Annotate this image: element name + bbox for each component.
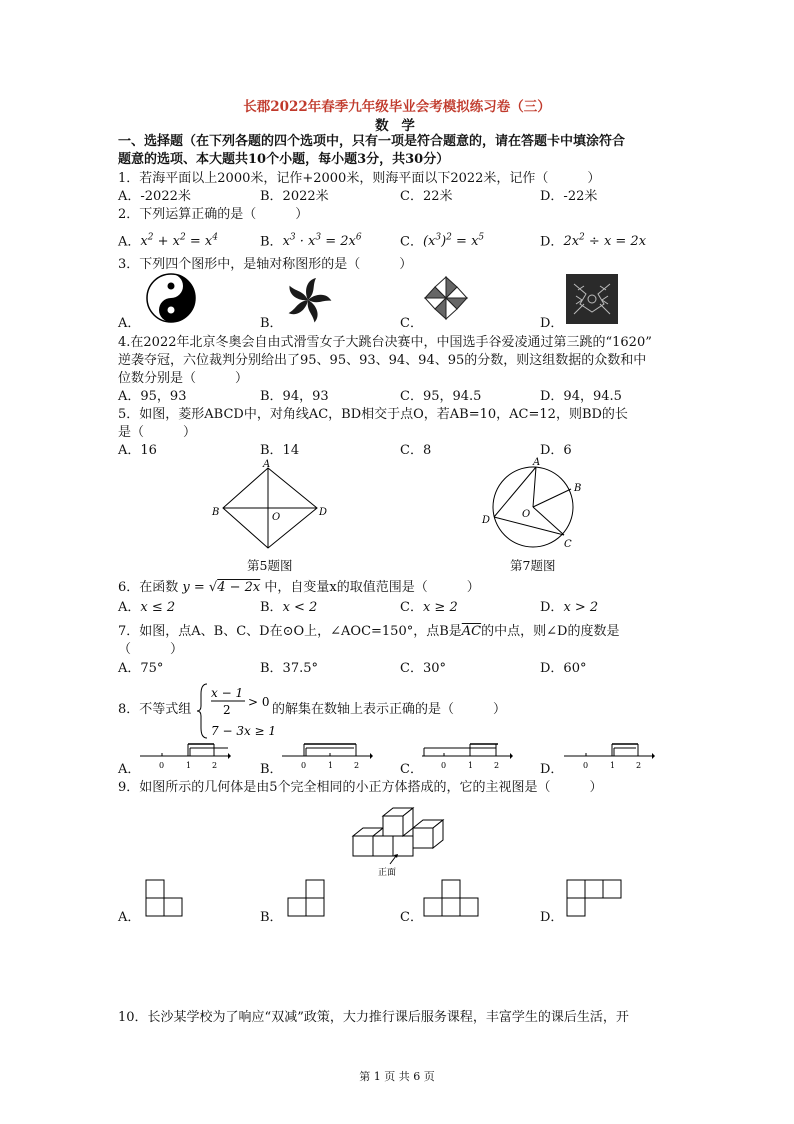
q2-option-c-formula: $(x^3)^2 = x^5$ [422,233,485,250]
svg-text:x − 1: x − 1 [211,686,244,700]
q6-option-b-label: B． [260,600,283,615]
q2-stem: 2．下列运算正确的是（ ） [118,207,309,222]
q8-option-d: D． [540,762,564,777]
number-line-d-tick-0: 0 [583,761,589,770]
q8-stem-pre: 8．不等式组 [118,702,192,717]
number-line-c-tick-0: 0 [441,761,447,770]
number-line-a-tick-1: 1 [186,761,192,770]
q6-option-a [118,600,175,616]
q1-option-b: B．2022米 [260,189,329,204]
flower-figure [282,275,334,325]
q5-option-d: D．6 [540,443,572,458]
q9-view-b [286,878,326,918]
q3-option-a: A． [118,316,141,331]
front-view-label: 正面 [378,868,397,878]
q6-option-b [260,600,317,616]
q3-option-d: D． [540,316,564,331]
q2-option-b [260,230,362,250]
number-line-d [560,740,655,770]
q2-option-d-label: D． [540,234,564,250]
exam-subject: 数 学 [375,118,419,134]
q7-option-b: B．37.5° [260,661,318,676]
q6-option-c [400,600,458,616]
q1-option-c: C．22米 [400,189,453,204]
rhombus-label-a: A [263,459,271,470]
q2-option-b-label: B． [260,234,283,250]
q8-stem [118,702,191,718]
q5-option-a: A．16 [118,443,157,458]
svg-text:7 − 3x ≥ 1: 7 − 3x ≥ 1 [211,724,277,738]
circle-label-c: C [564,539,572,550]
q2-option-a-formula: $x^2 + x^2 = x^4$ [140,233,218,250]
q7-stem-post: 的中点，则∠D的度数是 [481,624,620,639]
number-line-c [418,740,513,770]
q9-option-a: A． [118,910,141,925]
q2-option-c-label: C． [400,234,423,250]
circle-figure [476,455,591,555]
q6-option-d-formula: x > 2 [563,600,599,615]
q9-option-c: C． [400,910,423,925]
q9-stem: 9．如图所示的几何体是由5个完全相同的小正方体搭成的，它的主视图是（ ） [118,780,603,795]
snowflake-pattern-figure [566,274,618,324]
q4-option-c: C．95，94.5 [400,389,482,404]
rhombus-label-b: B [212,507,220,518]
number-line-a [136,740,231,770]
q2-option-c [400,230,484,250]
section1-heading-line2: 题意的选项、本大题共10个小题，每小题3分，共30分） [118,152,450,167]
circle-label-d: D [482,515,491,526]
q4-option-d: D．94，94.5 [540,389,622,404]
q7-figure-caption: 第7题图 [510,558,556,573]
q6-stem-post: 中，自变量x的取值范围是（ ） [264,580,480,595]
number-line-b-tick-0: 0 [301,761,307,770]
q4-stem-line1: 4.在2022年北京冬奥会自由式滑雪女子大跳台决赛中，中国选手谷爱凌通过第三跳的“1620” [118,335,652,350]
q1-option-d: D．-22米 [540,189,598,204]
q4-stem-line2: 逆袭夺冠，六位裁判分别给出了95、95、93、94、94、95的分数，则这组数据的众数和中 [118,353,647,368]
section1-heading-line1: 一、选择题（在下列各题的四个选项中，只有一项是符合题意的，请在答题卡中填涂符合 [118,134,626,149]
circle-label-o: O [522,509,531,520]
q9-option-d: D． [540,910,564,925]
page-footer: 第 1 页 共 6 页 [359,1070,435,1083]
q9-option-b: B． [260,910,283,925]
q6-stem-pre: 6．在函数 [118,580,179,595]
cube-solid-figure [350,800,445,880]
q3-stem: 3．下列四个图形中，是轴对称图形的是（ ） [118,257,413,272]
q2-option-b-formula: $x^3 \cdot x^3 = 2x^6$ [282,233,362,250]
q2-option-d [540,230,646,250]
q8-stem-post: 的解集在数轴上表示正确的是（ ） [272,702,507,717]
number-line-c-tick-1: 1 [468,761,474,770]
q6-function-formula: y = √4 − 2x [182,580,261,595]
number-line-d-tick-2: 2 [636,761,642,770]
q9-view-c [422,878,480,918]
q8-option-c: C． [400,762,423,777]
q10-stem: 10．长沙某学校为了响应“双减”政策，大力推行课后服务课程，丰富学生的课后生活，开 [118,1010,629,1025]
q9-view-a [144,878,184,918]
q6-option-d [540,600,598,616]
q6-option-a-formula: x ≤ 2 [140,600,176,615]
number-line-a-tick-0: 0 [159,761,165,770]
q2-option-a [118,230,218,250]
q7-stem [118,624,619,640]
q7-option-d: D．60° [540,661,587,676]
pinwheel-figure [423,275,469,321]
q4-option-a: A．95，93 [118,389,187,404]
q8-option-a: A． [118,762,141,777]
yin-yang-figure [145,272,197,324]
q4-stem-line3: 位数分别是（ ） [118,371,249,386]
rhombus-label-o: O [272,512,281,523]
q9-view-d [565,878,623,918]
circle-label-a: A [533,457,541,468]
circle-label-b: B [574,483,582,494]
q7-stem-line2: （ ） [118,642,184,657]
q3-option-c: C． [400,316,423,331]
q6-option-c-formula: x ≥ 2 [422,600,458,615]
rhombus-label-d: D [319,507,328,518]
q2-option-d-formula: $2x^2 \div x = 2x$ [563,233,647,250]
q5-option-c: C．8 [400,443,432,458]
number-line-a-tick-2: 2 [212,761,218,770]
rhombus-figure [205,458,335,558]
exam-title: 长郡2022年春季九年级毕业会考模拟练习卷（三） [243,99,551,115]
number-line-c-tick-2: 2 [494,761,500,770]
q1-option-a: A．-2022米 [118,189,191,204]
q5-figure-caption: 第5题图 [247,558,293,573]
q6-option-d-label: D． [540,600,564,615]
inequality-system [197,680,277,742]
q7-stem-pre: 7．如图，点A、B、C、D在⊙O上，∠AOC=150°，点B是 [118,624,462,639]
q5-stem-line1: 5．如图，菱形ABCD中，对角线AC，BD相交于点O，若AB=10，AC=12，则BD的长 [118,407,628,422]
q7-option-a: A．75° [118,661,164,676]
q6-stem [118,580,480,596]
number-line-d-tick-1: 1 [610,761,616,770]
svg-text:> 0: > 0 [248,695,270,709]
q6-option-b-formula: x < 2 [282,600,318,615]
q2-option-a-label: A． [118,234,141,250]
number-line-b [278,740,373,770]
q5-stem-line2: 是（ ） [118,425,197,440]
q1-stem: 1．若海平面以上2000米，记作+2000米，则海平面以下2022米，记作（ ） [118,171,601,186]
q5-option-b: B．14 [260,443,300,458]
q6-option-a-label: A． [118,600,141,615]
q8-option-b: B． [260,762,283,777]
q7-arc: $\overline{AC}$ [461,624,482,639]
q6-option-c-label: C． [400,600,423,615]
number-line-b-tick-2: 2 [354,761,360,770]
q4-option-b: B．94，93 [260,389,329,404]
q7-option-c: C．30° [400,661,446,676]
number-line-b-tick-1: 1 [328,761,334,770]
q3-option-b: B． [260,316,283,331]
svg-text:2: 2 [223,703,231,717]
